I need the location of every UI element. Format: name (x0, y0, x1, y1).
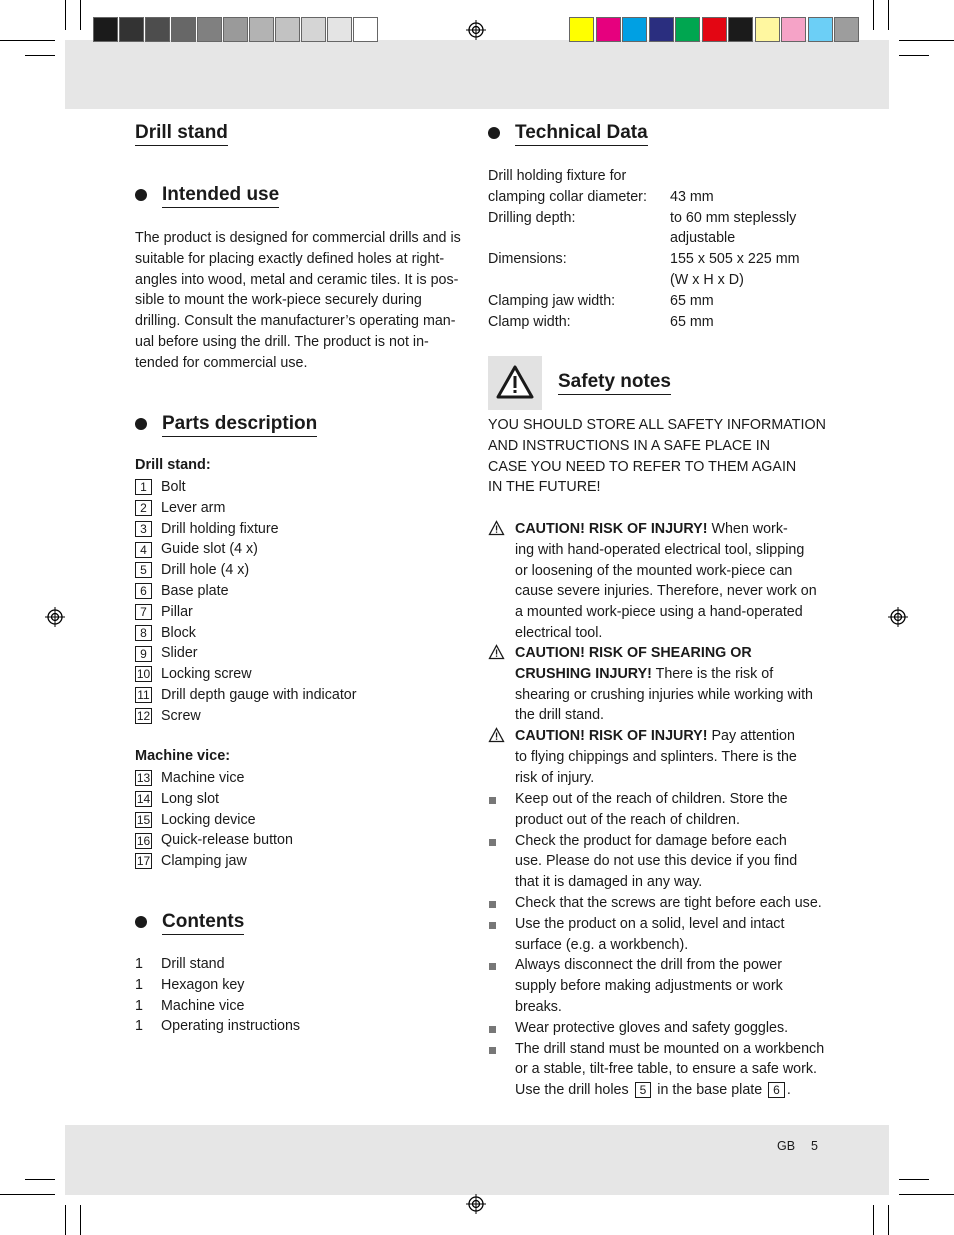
part-number-box: 7 (135, 604, 152, 620)
part-number-box: 8 (135, 625, 152, 641)
part-item (135, 643, 357, 664)
drill-stand-parts-list (135, 477, 357, 727)
part-item (135, 810, 293, 831)
heading-bullet-icon (135, 916, 147, 928)
caution-triangle-icon (488, 727, 505, 743)
part-number-box: 5 (135, 562, 152, 578)
header-band (65, 40, 889, 109)
tech-key: clamping collar diameter: (488, 188, 647, 205)
contents-item (135, 1016, 300, 1037)
safety-caps-notice: YOU SHOULD STORE ALL SAFETY INFORMATION AND INSTRUCTIONS IN A SAFE PLACE IN CASE YOU NEED TO REFER TO THEM AGAIN IN THE FUTURE! (488, 417, 826, 496)
color-swatch (569, 17, 594, 42)
part-number-box: 9 (135, 646, 152, 662)
part-label: Screw (161, 707, 201, 724)
tech-row (488, 166, 828, 187)
gray-swatch (249, 17, 274, 42)
tech-row (488, 291, 828, 312)
color-swatch (596, 17, 621, 42)
contents-label: Drill stand (161, 956, 225, 972)
part-number-box: 17 (136, 854, 151, 869)
contents-qty: 1 (135, 1018, 143, 1035)
part-label: Bolt (161, 479, 186, 495)
tech-row (488, 249, 828, 270)
part-label: Drill hole (4 x) (161, 562, 250, 579)
registration-mark-icon (45, 607, 65, 627)
tech-row (488, 228, 828, 249)
drill-holes-note: Use the drill holes 5 in the base plate 6 . (515, 1082, 791, 1098)
page-number: 5 (811, 1139, 818, 1153)
technical-data-heading: Technical Data (515, 122, 648, 146)
technical-data-table (488, 166, 828, 332)
part-item (135, 851, 293, 872)
tech-value: 155 x 505 x 225 mm (670, 251, 800, 268)
part-number-box: 6 (135, 583, 152, 599)
color-swatch (781, 17, 806, 42)
part-ref-6: 6 (768, 1082, 785, 1098)
bullet-square-icon (489, 1026, 496, 1033)
gray-swatch (327, 17, 352, 42)
warning-injury-2: CAUTION! RISK OF INJURY! Pay attention to flying chippings and splinters. There is the risk of injury. (515, 728, 797, 786)
part-item (135, 560, 357, 581)
part-item (135, 664, 357, 685)
tech-key: Clamping jaw width: (488, 292, 616, 309)
page-title: Drill stand (135, 122, 228, 146)
part-number-box: 15 (136, 812, 151, 827)
part-ref-5: 5 (635, 1082, 652, 1098)
part-item (135, 477, 357, 498)
part-number-box: 3 (135, 521, 152, 537)
color-swatch (728, 17, 753, 42)
bullet-square-icon (489, 797, 496, 804)
safety-bullet: Wear protective gloves and safety goggles. (515, 1019, 789, 1036)
safety-notes-heading: Safety notes (558, 371, 671, 395)
warning-triangle-icon (488, 356, 542, 410)
registration-mark-icon (466, 1194, 486, 1214)
part-label: Quick-release button (161, 832, 293, 849)
part-number-box: 11 (135, 687, 152, 703)
tech-row (488, 208, 828, 229)
contents-item (135, 954, 300, 975)
contents-label: Machine vice (161, 997, 245, 1014)
part-label: Base plate (161, 582, 229, 599)
gray-swatch (119, 17, 144, 42)
part-item (135, 768, 293, 789)
tech-value: adjustable (670, 230, 736, 247)
warning-shearing: CAUTION! RISK OF SHEARING OR CRUSHING INJURY! There is the risk of shearing or crushing injuries while working with the drill stand. (515, 645, 813, 724)
machine-vice-parts-list (135, 768, 293, 872)
part-item (135, 789, 293, 810)
contents-heading: Contents (162, 911, 244, 935)
registration-mark-icon (888, 607, 908, 627)
part-label: Locking device (161, 811, 256, 828)
tech-value: to 60 mm steplessly (670, 209, 797, 226)
part-label: Guide slot (4 x) (161, 541, 258, 558)
part-item (135, 623, 357, 644)
gray-swatch (145, 17, 170, 42)
color-swatch (755, 17, 780, 42)
gray-swatch (275, 17, 300, 42)
safety-bullet: Check the product for damage before each use. Please do not use this device if you find that it is damaged in any way. (515, 832, 798, 891)
color-swatch (675, 17, 700, 42)
safety-bullet: Always disconnect the drill from the power supply before making adjustments or work breaks. (515, 957, 783, 1015)
tech-row (488, 270, 828, 291)
color-swatch (834, 17, 859, 42)
contents-qty: 1 (135, 976, 143, 993)
part-label: Block (161, 624, 196, 641)
caution-triangle-icon (488, 520, 505, 536)
color-swatch (808, 17, 833, 42)
safety-bullet: Check that the screws are tight before each use. (515, 895, 822, 911)
part-label: Pillar (161, 603, 193, 620)
warning-icon-box (488, 356, 542, 410)
tech-value: 65 mm (670, 313, 714, 330)
tech-value: (W x H x D) (670, 271, 744, 288)
tech-key: Dimensions: (488, 251, 567, 268)
part-label: Long slot (161, 790, 220, 807)
tech-row (488, 187, 828, 208)
contents-item (135, 975, 300, 996)
part-number-box: 12 (136, 708, 151, 723)
part-item (135, 539, 357, 560)
part-number-box: 2 (135, 500, 152, 516)
part-item (135, 685, 357, 706)
machine-vice-parts-label: Machine vice: (135, 748, 231, 764)
part-label: Drill depth gauge with indicator (161, 686, 357, 703)
bullet-square-icon (489, 901, 496, 908)
registration-mark-icon (466, 20, 486, 40)
contents-qty: 1 (135, 997, 143, 1014)
color-swatch (702, 17, 727, 42)
bullet-square-icon (489, 922, 496, 929)
part-label: Clamping jaw (161, 853, 247, 870)
part-label: Locking screw (161, 666, 252, 683)
gray-swatch (171, 17, 196, 42)
part-label: Machine vice (161, 770, 245, 786)
bullet-square-icon (489, 1047, 496, 1054)
tech-key: Drilling depth: (488, 209, 576, 226)
tech-value: 65 mm (670, 292, 714, 309)
part-number-box: 10 (136, 667, 151, 682)
part-label: Slider (161, 645, 198, 662)
part-label: Lever arm (161, 499, 226, 516)
safety-bullet: Use the product on a solid, level and intact surface (e.g. a workbench). (515, 915, 785, 953)
color-swatch (622, 17, 647, 42)
language-code: GB (777, 1139, 796, 1153)
part-item (135, 519, 357, 540)
part-number-box: 1 (135, 479, 152, 495)
contents-label: Hexagon key (161, 976, 245, 993)
drill-stand-parts-label: Drill stand: (135, 457, 211, 473)
color-swatch (649, 17, 674, 42)
bullet-square-icon (489, 963, 496, 970)
part-item (135, 830, 293, 851)
part-label: Drill holding fixture (161, 520, 279, 537)
parts-description-heading: Parts description (162, 413, 317, 437)
part-item (135, 581, 357, 602)
intended-use-text: The product is designed for commercial drills and is suitable for placing exactly defined holes at right- angles into wood, metal and ceramic tiles. It is pos- sible to mount the work-piece securely during drilling. Consult the manufacturer’s operating man- ual before using the drill. The product is not in- tended for commercial use. (135, 230, 461, 371)
part-item (135, 498, 357, 519)
gray-swatch (197, 17, 222, 42)
tech-value: 43 mm (670, 188, 714, 205)
gray-swatch (93, 17, 118, 42)
intended-use-heading: Intended use (162, 184, 279, 208)
tech-key: Drill holding fixture for (488, 168, 627, 184)
safety-bullet: The drill stand must be mounted on a workbench or a stable, tilt-free table, to ensure a safe work. (515, 1040, 825, 1078)
footer-band (65, 1125, 889, 1195)
safety-bullet: Keep out of the reach of children. Store the product out of the reach of children. (515, 791, 788, 828)
part-number-box: 13 (136, 771, 151, 786)
contents-item (135, 996, 300, 1017)
gray-swatch (353, 17, 378, 42)
bullet-square-icon (489, 839, 496, 846)
tech-row (488, 312, 828, 333)
contents-label: Operating instructions (161, 1018, 301, 1035)
part-number-box: 4 (135, 542, 152, 558)
contents-qty: 1 (135, 956, 143, 972)
heading-bullet-icon (135, 189, 147, 201)
heading-bullet-icon (488, 127, 500, 139)
part-item (135, 706, 357, 727)
part-number-box: 16 (136, 833, 151, 848)
gray-swatch (223, 17, 248, 42)
caution-triangle-icon (488, 644, 505, 660)
gray-swatch (301, 17, 326, 42)
tech-key: Clamp width: (488, 313, 571, 330)
contents-list (135, 954, 300, 1037)
warning-injury-1: CAUTION! RISK OF INJURY! When work- ing with hand-operated electrical tool, slipping or loosening of the mounted work-piece can cause severe injuries. Therefore, never work on a mounted work-piece using a hand-operated electrical tool. (515, 521, 817, 641)
heading-bullet-icon (135, 418, 147, 430)
part-number-box: 14 (136, 792, 151, 807)
part-item (135, 602, 357, 623)
